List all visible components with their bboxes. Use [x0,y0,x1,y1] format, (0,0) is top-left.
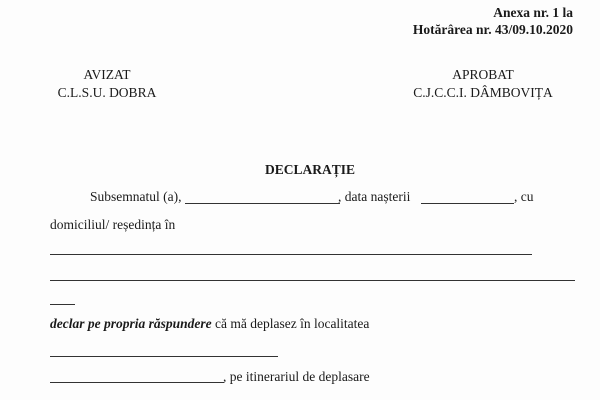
address-line-1[interactable] [50,254,532,255]
aprobat-org: C.J.C.C.I. DÂMBOVIȚA [413,85,553,100]
aprobat-label: APROBAT [452,67,514,82]
locality-field-line[interactable] [50,356,278,357]
subsemnatul-text: Subsemnatul (a), [90,189,182,204]
birthdate-field-line[interactable] [421,203,514,204]
data-nasterii-text: , data nașterii [338,189,411,204]
address-line-2[interactable] [50,280,575,281]
avizat-label: AVIZAT [83,67,131,82]
declar-bold-text: declar pe propria răspundere [50,316,212,331]
cu-text: , cu [514,189,534,204]
document-title: DECLARAȚIE [264,162,356,177]
avizat-org: C.L.S.U. DOBRA [57,85,157,100]
decision-reference: Hotărârea nr. 43/09.10.2020 [412,22,573,37]
name-field-line[interactable] [185,203,340,204]
declaration-statement [50,316,369,332]
domiciliul-text: domiciliul/ reședința în [50,217,176,232]
itinerariu-text: , pe itinerariul de deplasare [223,369,370,384]
declar-rest-text: că mă deplasez în localitatea [211,316,370,331]
address-line-3[interactable] [50,304,75,305]
annex-label: Anexa nr. 1 la [493,5,573,20]
locality-field-line-2[interactable] [50,382,224,383]
